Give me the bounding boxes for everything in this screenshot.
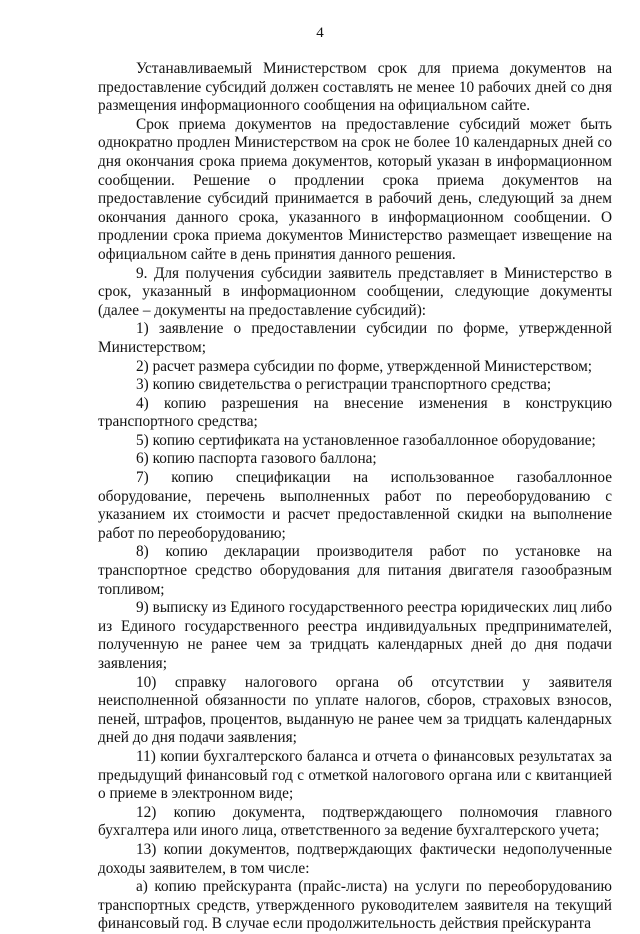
page-number: 4	[316, 25, 324, 41]
list-item-10: 10) справку налогового органа об отсутствии у заявителя неисполненной обязанности по уплате налогов, сборов, страховых взносов, пеней, штрафов, процентов, выданную не ранее чем за тридцать календарных дней до дня подачи заявления;	[98, 673, 612, 747]
paragraph-deadline-extension: Срок приема документов на предоставление субсидий может быть однократно продлен Министерством на срок не более 10 календарных дней со дня окончания срока приема документов, который указан в информационном сообщении. Решение о продлении срока приема документов на предоставление субсидий принимается в рабочий день, следующий за днем окончания данного срока, указанного в информационном сообщении. О продлении срока приема документов Министерство размещает извещение на официальном сайте в день принятия данного решения.	[98, 115, 612, 263]
document-body	[98, 60, 612, 934]
list-item-9: 9) выписку из Единого государственного реестра юридических лиц либо из Единого государственного реестра индивидуальных предпринимателей, полученную не ранее чем за тридцать календарных дней до дня подачи заявления;	[98, 599, 612, 672]
list-item-6: 6) копию паспорта газового баллона;	[136, 450, 377, 468]
list-item-7: 7) копию спецификации на использованное газобаллонное оборудование, перечень выполненных работ по переоборудованию с указанием их стоимости и расчет предоставленной скидки на выполнение работ по переоборудованию;	[98, 469, 612, 542]
sub-item-a: а) копию прейскуранта (прайс-листа) на услуги по переоборудованию транспортных средств, утвержденного руководителем заявителя на текущий финансовый год. В случае если продолжительность действия прейскуранта	[98, 878, 612, 933]
list-item-1: 1) заявление о предоставлении субсидии по форме, утвержденной Министерством;	[98, 320, 612, 356]
list-item-5: 5) копию сертификата на установленное газобаллонное оборудование;	[136, 431, 596, 449]
list-item-8: 8) копию декларации производителя работ по установке на транспортное средство оборудования для питания двигателя газообразным топливом;	[98, 543, 612, 598]
list-item-3: 3) копию свидетельства о регистрации транспортного средства;	[136, 376, 552, 394]
list-item-11: 11) копии бухгалтерского баланса и отчета о финансовых результатах за предыдущий финансовый год с отметкой налогового органа или с квитанцией о приеме в электронном виде;	[98, 747, 612, 803]
list-item-12: 12) копию документа, подтверждающего полномочия главного бухгалтера или иного лица, ответственного за ведение бухгалтерского учета;	[98, 803, 612, 840]
list-item-4: 4) копию разрешения на внесение изменения в конструкцию транспортного средства;	[98, 394, 612, 431]
list-item-2: 2) расчет размера субсидии по форме, утвержденной Министерством;	[136, 357, 593, 375]
paragraph-document-deadline: Устанавливаемый Министерством срок для приема документов на предоставление субсидий должен составлять не менее 10 рабочих дней со дня размещения информационного сообщения на официальном сайте.	[98, 60, 612, 115]
paragraph-item-9: 9. Для получения субсидии заявитель представляет в Министерство в срок, указанный в информационном сообщении, следующие документы (далее – документы на предоставление субсидий):	[98, 264, 612, 319]
list-item-13: 13) копии документов, подтверждающих фактически недополученные доходы заявителем, в том числе:	[98, 840, 612, 877]
